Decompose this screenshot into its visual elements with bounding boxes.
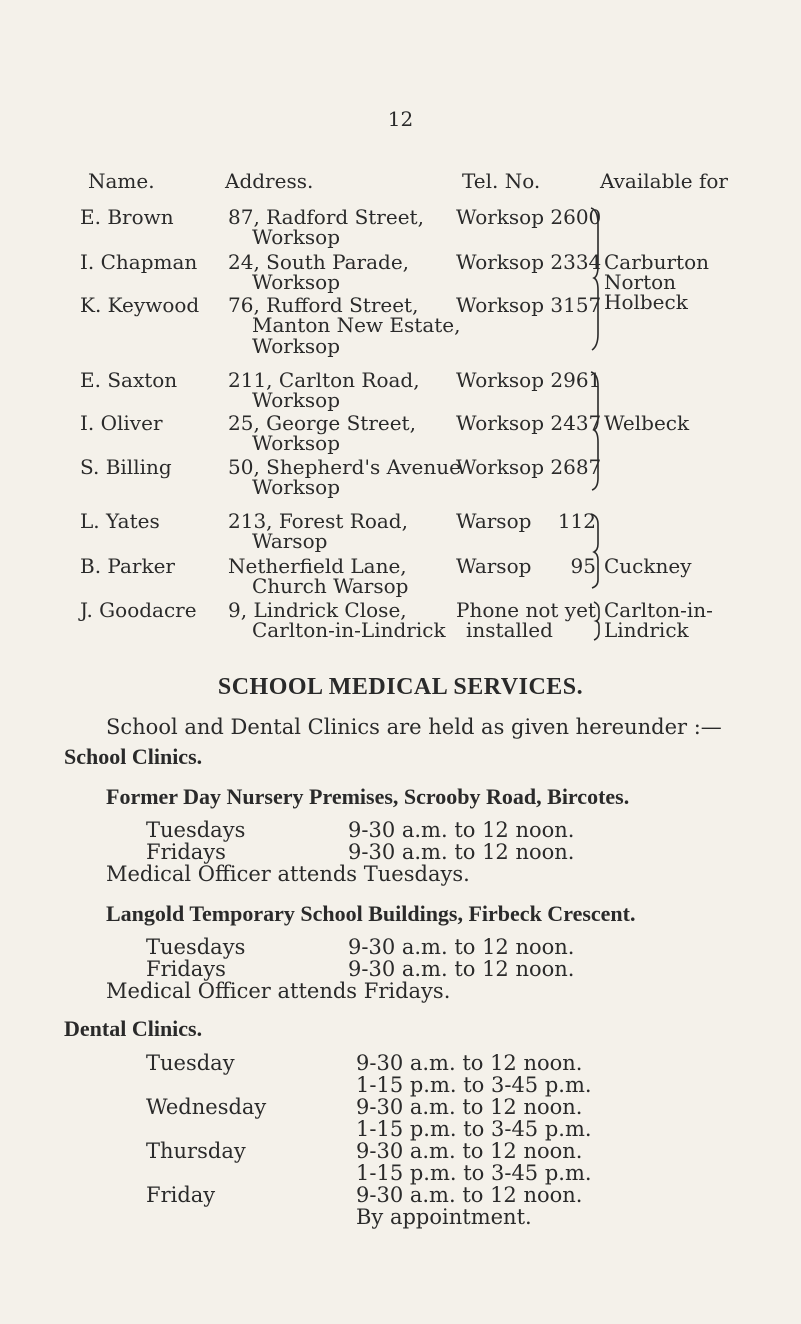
session-time: 9-30 a.m. to 12 noon. [348, 840, 575, 864]
row-address-line: Church Warsop [252, 574, 409, 598]
brace-group-4 [590, 598, 604, 644]
section-heading: SCHOOL MEDICAL SERVICES. [217, 674, 584, 700]
row-address-line: 50, Shepherd's Avenue [228, 455, 461, 479]
row-address-line: Warsop [252, 529, 328, 553]
brace-group-2 [588, 368, 604, 494]
dental-day: Tuesday [146, 1051, 235, 1075]
row-address-line: Worksop [252, 431, 341, 455]
dental-day: Wednesday [146, 1095, 267, 1119]
row-name: B. Parker [80, 554, 175, 578]
clinic-location: Former Day Nursery Premises, Scrooby Road, Bircotes. [106, 784, 630, 809]
header-name: Name. [88, 169, 155, 193]
available-area: Holbeck [604, 290, 688, 314]
session-day: Tuesdays [146, 935, 246, 959]
clinic-note: Medical Officer attends Fridays. [106, 979, 451, 1003]
row-address-line: 9, Lindrick Close, [228, 598, 407, 622]
dental-time: 9-30 a.m. to 12 noon. [356, 1139, 583, 1163]
row-address-line: Netherfield Lane, [228, 554, 407, 578]
available-area: Cuckney [604, 554, 692, 578]
row-name: L. Yates [80, 509, 160, 533]
available-area: Lindrick [604, 618, 689, 642]
row-address-line: 213, Forest Road, [228, 509, 408, 533]
header-tel: Tel. No. [462, 169, 541, 193]
row-name: J. Goodacre [80, 598, 197, 622]
row-tel: Worksop 2437 [456, 411, 602, 435]
row-address-line: Worksop [252, 270, 341, 294]
row-address-line: Worksop [252, 225, 341, 249]
row-tel: Warsop [456, 509, 532, 533]
dental-time: 1-15 p.m. to 3-45 p.m. [356, 1161, 592, 1185]
dental-time: 1-15 p.m. to 3-45 p.m. [356, 1117, 592, 1141]
row-name: I. Oliver [80, 411, 163, 435]
row-address-line: Worksop [252, 388, 341, 412]
available-area: Carburton [604, 250, 709, 274]
dental-time: 9-30 a.m. to 12 noon. [356, 1095, 583, 1119]
session-day: Tuesdays [146, 818, 246, 842]
dental-day: Thursday [146, 1139, 246, 1163]
row-name: E. Brown [80, 205, 174, 229]
session-time: 9-30 a.m. to 12 noon. [348, 935, 575, 959]
row-tel: Worksop 2334 [456, 250, 602, 274]
row-address-line: 211, Carlton Road, [228, 368, 420, 392]
header-address: Address. [225, 169, 314, 193]
intro-text: School and Dental Clinics are held as given hereunder :— [106, 715, 722, 739]
available-area: Norton [604, 270, 677, 294]
clinic-location: Langold Temporary School Buildings, Firbeck Crescent. [106, 901, 636, 926]
row-tel: Phone not yet [456, 598, 596, 622]
row-address-line: 76, Rufford Street, [228, 293, 419, 317]
row-address-line: Worksop [252, 475, 341, 499]
row-name: E. Saxton [80, 368, 178, 392]
row-address-line: 87, Radford Street, [228, 205, 424, 229]
session-time: 9-30 a.m. to 12 noon. [348, 818, 575, 842]
row-name: K. Keywood [80, 293, 200, 317]
row-address-line: 25, George Street, [228, 411, 416, 435]
row-name: I. Chapman [80, 250, 198, 274]
row-tel: Worksop 2961 [456, 368, 602, 392]
row-address-line: Worksop [252, 334, 341, 358]
row-tel: Worksop 2687 [456, 455, 602, 479]
dental-time: 9-30 a.m. to 12 noon. [356, 1051, 583, 1075]
dental-time: 1-15 p.m. to 3-45 p.m. [356, 1073, 592, 1097]
row-tel: Warsop [456, 554, 532, 578]
row-tel-number: 112 [557, 509, 596, 533]
dental-time: 9-30 a.m. to 12 noon. [356, 1183, 583, 1207]
available-area: Carlton-in- [604, 598, 713, 622]
row-tel-number: 95 [570, 554, 596, 578]
row-address-line: Manton New Estate, [252, 313, 461, 337]
row-name: S. Billing [80, 455, 172, 479]
row-address-line: Carlton-in-Lindrick [252, 618, 446, 642]
dental-time: By appointment. [356, 1205, 532, 1229]
session-day: Fridays [146, 957, 226, 981]
row-tel: Worksop 3157 [456, 293, 602, 317]
brace-group-3 [588, 510, 604, 592]
page-number: 12 [387, 107, 414, 131]
row-tel: Worksop 2600 [456, 205, 602, 229]
row-address-line: 24, South Parade, [228, 250, 410, 274]
school-clinics-title: School Clinics. [64, 744, 203, 769]
clinic-note: Medical Officer attends Tuesdays. [106, 862, 470, 886]
session-time: 9-30 a.m. to 12 noon. [348, 957, 575, 981]
dental-day: Friday [146, 1183, 216, 1207]
header-available: Available for [600, 169, 728, 193]
available-area: Welbeck [604, 411, 690, 435]
dental-clinics-title: Dental Clinics. [64, 1016, 203, 1041]
session-day: Fridays [146, 840, 226, 864]
brace-group-1 [588, 204, 604, 354]
row-tel: installed [466, 618, 553, 642]
